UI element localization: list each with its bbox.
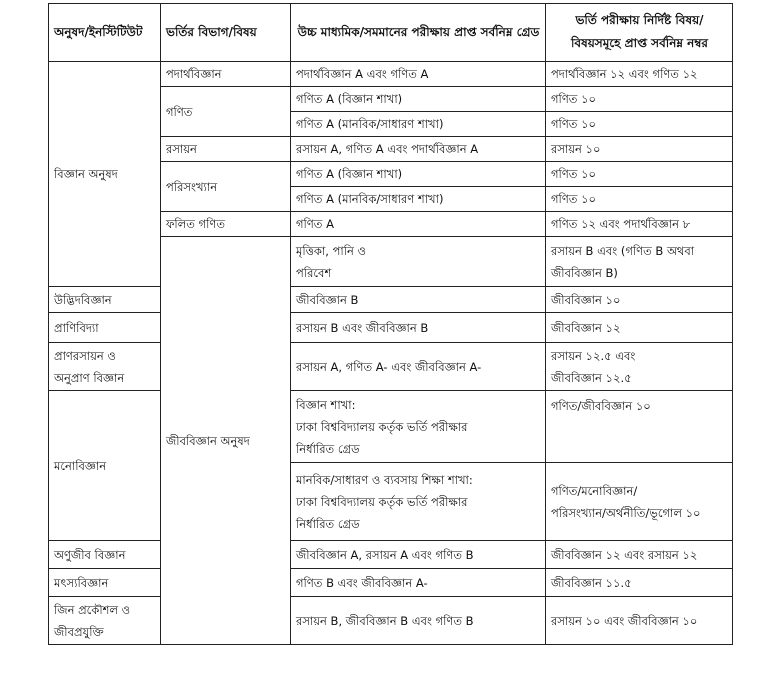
table-row bbox=[49, 391, 733, 463]
grade-psychology-humanities-line1: মানবিক/সাধারণ ও ব্যবসায় শিক্ষা শাখা: bbox=[296, 472, 473, 487]
marks-psychology-humanities bbox=[546, 463, 733, 541]
grade-statistics-humanities: গণিত A (মানবিক/সাধারণ শাখা) bbox=[291, 187, 546, 212]
grade-chemistry: রসায়ন A, গণিত A এবং পদার্থবিজ্ঞান A bbox=[291, 137, 546, 162]
subject-biochem-line1: প্রাণরসায়ন ও bbox=[54, 348, 116, 363]
subject-biochem bbox=[49, 343, 161, 391]
table-row bbox=[49, 343, 733, 391]
marks-botany: জীববিজ্ঞান ১০ bbox=[546, 287, 733, 313]
subject-botany: উদ্ভিদবিজ্ঞান bbox=[49, 287, 161, 313]
subject-genetic bbox=[49, 597, 161, 645]
table-row bbox=[49, 62, 733, 87]
grade-psychology-humanities-line3: নির্ধারিত গ্রেড bbox=[296, 516, 360, 531]
grade-fisheries: গণিত B এবং জীববিজ্ঞান A- bbox=[291, 569, 546, 597]
marks-psychology-humanities-line2: পরিসংখ্যান/অর্থনীতি/ভূগোল ১০ bbox=[551, 505, 701, 520]
subject-biochem-line2: অনুপ্রাণ বিজ্ঞান bbox=[54, 370, 125, 385]
grade-psychology-science-line1: বিজ্ঞান শাখা: bbox=[296, 397, 356, 412]
grade-soil: রসায়ন B এবং (গণিত B অথবা জীববিজ্ঞান B) bbox=[546, 237, 733, 287]
subject-soil-line1: মৃত্তিকা, পানি ও bbox=[296, 243, 367, 258]
marks-math-science: গণিত ১০ bbox=[546, 87, 733, 112]
subject-zoology: প্রাণিবিদ্যা bbox=[49, 313, 161, 343]
marks-chemistry: রসায়ন ১০ bbox=[546, 137, 733, 162]
subject-math: গণিত bbox=[161, 87, 291, 137]
subject-statistics: পরিসংখ্যান bbox=[161, 162, 291, 212]
grade-biochem: রসায়ন A, গণিত A- এবং জীববিজ্ঞান A- bbox=[291, 343, 546, 391]
marks-zoology: জীববিজ্ঞান ১২ bbox=[546, 313, 733, 343]
table-row bbox=[49, 569, 733, 597]
subject-applied-math: ফলিত গণিত bbox=[161, 212, 291, 237]
marks-applied-math: গণিত ১২ এবং পদার্থবিজ্ঞান ৮ bbox=[546, 212, 733, 237]
table-row bbox=[49, 287, 733, 313]
grade-applied-math: গণিত A bbox=[291, 212, 546, 237]
admission-requirements-table bbox=[48, 3, 733, 645]
grade-botany: জীববিজ্ঞান B bbox=[291, 287, 546, 313]
header-min-grade: উচ্চ মাধ্যমিক/সমমানের পরীক্ষায় প্রাপ্ত সর্বনিম্ন গ্রেড bbox=[291, 4, 546, 62]
grade-psychology-humanities bbox=[291, 463, 546, 541]
subject-psychology: মনোবিজ্ঞান bbox=[49, 391, 161, 541]
grade-microbio: জীববিজ্ঞান A, রসায়ন A এবং গণিত B bbox=[291, 541, 546, 569]
subject-physics: পদার্থবিজ্ঞান bbox=[161, 62, 291, 87]
grade-math-science: গণিত A (বিজ্ঞান শাখা) bbox=[291, 87, 546, 112]
faculty-biology: জীববিজ্ঞান অনুষদ bbox=[161, 237, 291, 645]
grade-psychology-science-line3: নির্ধারিত গ্রেড bbox=[296, 441, 360, 456]
table-header-row bbox=[49, 4, 733, 62]
header-faculty: অনুষদ/ইনস্টিটিউট bbox=[49, 4, 161, 62]
marks-microbio: জীববিজ্ঞান ১২ এবং রসায়ন ১২ bbox=[546, 541, 733, 569]
grade-psychology-science bbox=[291, 391, 546, 463]
marks-statistics-humanities: গণিত ১০ bbox=[546, 187, 733, 212]
marks-biochem-line2: জীববিজ্ঞান ১২.৫ bbox=[551, 370, 632, 385]
header-department: ভর্তির বিভাগ/বিষয় bbox=[161, 4, 291, 62]
grade-statistics-science: গণিত A (বিজ্ঞান শাখা) bbox=[291, 162, 546, 187]
marks-biochem-line1: রসায়ন ১২.৫ এবং bbox=[551, 348, 636, 363]
marks-biochem bbox=[546, 343, 733, 391]
subject-microbio: অণুজীব বিজ্ঞান bbox=[49, 541, 161, 569]
subject-soil-line2: পরিবেশ bbox=[296, 265, 332, 280]
table-row bbox=[49, 541, 733, 569]
subject-chemistry: রসায়ন bbox=[161, 137, 291, 162]
grade-psychology-science-line2: ঢাকা বিশ্ববিদ্যালয় কর্তৃক ভর্তি পরীক্ষার bbox=[296, 419, 468, 434]
marks-physics: পদার্থবিজ্ঞান ১২ এবং গণিত ১২ bbox=[546, 62, 733, 87]
subject-genetic-line2: জীবপ্রযুক্তি bbox=[54, 624, 104, 639]
subject-fisheries: মৎস্যবিজ্ঞান bbox=[49, 569, 161, 597]
marks-fisheries: জীববিজ্ঞান ১১.৫ bbox=[546, 569, 733, 597]
marks-math-humanities: গণিত ১০ bbox=[546, 112, 733, 137]
marks-psychology-humanities-line1: গণিত/মনোবিজ্ঞান/ bbox=[551, 483, 638, 498]
table-row bbox=[49, 597, 733, 645]
subject-genetic-line1: জিন প্রকৌশল ও bbox=[54, 602, 131, 617]
grade-zoology: রসায়ন B এবং জীববিজ্ঞান B bbox=[291, 313, 546, 343]
marks-genetic: রসায়ন ১০ এবং জীববিজ্ঞান ১০ bbox=[546, 597, 733, 645]
header-min-marks: ভর্তি পরীক্ষায় নির্দিষ্ট বিষয়/ বিষয়সমূহে প্রাপ্ত সর্বনিম্ন নম্বর bbox=[546, 4, 733, 62]
table-row bbox=[49, 313, 733, 343]
subject-soil bbox=[291, 237, 546, 287]
marks-psychology-science: গণিত/জীববিজ্ঞান ১০ bbox=[546, 391, 733, 463]
grade-physics: পদার্থবিজ্ঞান A এবং গণিত A bbox=[291, 62, 546, 87]
grade-genetic: রসায়ন B, জীববিজ্ঞান B এবং গণিত B bbox=[291, 597, 546, 645]
faculty-science: বিজ্ঞান অনুষদ bbox=[49, 62, 161, 287]
grade-math-humanities: গণিত A (মানবিক/সাধারণ শাখা) bbox=[291, 112, 546, 137]
marks-statistics-science: গণিত ১০ bbox=[546, 162, 733, 187]
grade-psychology-humanities-line2: ঢাকা বিশ্ববিদ্যালয় কর্তৃক ভর্তি পরীক্ষার bbox=[296, 494, 468, 509]
